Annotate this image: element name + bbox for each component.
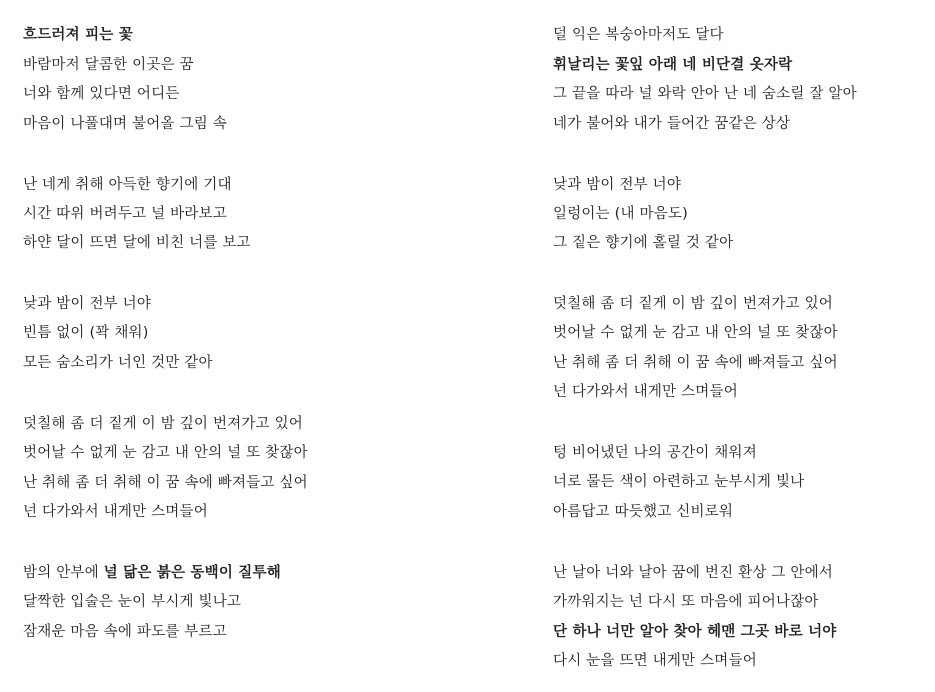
lyric-line [23, 25, 133, 45]
lyric-line [23, 175, 232, 195]
lyric-line [23, 622, 227, 642]
lyric-line [553, 114, 790, 134]
lyric-text: 너로 물든 색이 아련하고 눈부시게 빛나 [553, 474, 805, 490]
lyric-line [23, 592, 241, 612]
lyric-text: 바람마저 달콤한 이곳은 꿈 [23, 57, 194, 73]
lyric-line [553, 25, 724, 45]
lyric-line [23, 55, 194, 75]
lyric-text-bold: 널 닮은 붉은 동백이 질투해 [103, 565, 281, 581]
lyric-text: 일렁이는 (내 마음도) [553, 206, 688, 222]
lyric-text: 벗어날 수 없게 눈 감고 내 안의 널 또 찾잖아 [23, 445, 308, 461]
lyric-text: 넌 다가와서 내게만 스며들어 [553, 384, 738, 400]
lyric-line [23, 353, 213, 373]
lyric-line [553, 651, 757, 671]
lyric-text: 넌 다가와서 내게만 스며들어 [23, 504, 208, 520]
lyric-text: 덧칠해 좀 더 짙게 이 밤 깊이 번져가고 있어 [553, 296, 833, 312]
lyric-line [23, 563, 281, 583]
lyric-line [553, 204, 688, 224]
lyric-text: 밤의 안부에 [23, 565, 104, 581]
lyric-text: 낮과 밤이 전부 너야 [553, 177, 682, 193]
lyric-text-bold: 휘날리는 꽃잎 아래 네 비단결 옷자락 [553, 57, 793, 73]
lyric-text: 벗어날 수 없게 눈 감고 내 안의 널 또 찾잖아 [553, 325, 838, 341]
lyric-line [553, 563, 833, 583]
lyric-line [553, 84, 857, 104]
lyric-line [23, 233, 251, 253]
lyric-text: 시간 따위 버려두고 널 바라보고 [23, 206, 227, 222]
lyric-text: 덜 익은 복숭아마저도 달다 [553, 27, 724, 43]
lyric-line [23, 114, 227, 134]
lyric-text: 난 취해 좀 더 취해 이 꿈 속에 빠져들고 싶어 [553, 355, 838, 371]
lyric-text: 마음이 나풀대며 불어올 그림 속 [23, 116, 227, 132]
lyric-text: 난 날아 너와 날아 꿈에 번진 환상 그 안에서 [553, 565, 833, 581]
lyric-line [553, 472, 804, 492]
lyric-text: 잠재운 마음 속에 파도를 부르고 [23, 624, 227, 640]
lyric-text: 그 짙은 향기에 홀릴 것 같아 [553, 235, 734, 251]
lyric-text-bold: 흐드러져 피는 꽃 [23, 27, 133, 43]
lyric-line [553, 323, 838, 343]
lyric-line [23, 414, 303, 434]
lyric-text: 네가 불어와 내가 들어간 꿈같은 상상 [553, 116, 791, 132]
lyric-text: 달짝한 입술은 눈이 부시게 빛나고 [23, 594, 242, 610]
lyric-text: 모든 숨소리가 너인 것만 같아 [23, 355, 213, 371]
lyric-line [553, 175, 681, 195]
lyric-text: 그 끝을 따라 널 와락 안아 난 네 숨소릴 잘 알아 [553, 86, 857, 102]
lyric-line [23, 294, 151, 314]
lyric-line [23, 323, 149, 343]
lyric-text: 낮과 밤이 전부 너야 [23, 296, 152, 312]
lyric-text: 텅 비어냈던 나의 공간이 채워져 [553, 445, 757, 461]
lyric-text: 빈틈 없이 (꽉 채워) [23, 325, 149, 341]
lyric-line [553, 55, 792, 75]
lyric-text: 덧칠해 좀 더 짙게 이 밤 깊이 번져가고 있어 [23, 416, 303, 432]
lyric-text: 아름답고 따듯했고 신비로워 [553, 504, 734, 520]
lyric-line [23, 502, 208, 522]
lyric-line [23, 443, 308, 463]
lyric-line [553, 502, 733, 522]
lyric-line [553, 294, 833, 314]
lyric-text-bold: 단 하나 너만 알아 찾아 헤맨 그곳 바로 너야 [553, 624, 837, 640]
lyric-text: 난 취해 좀 더 취해 이 꿈 속에 빠져들고 싶어 [23, 475, 308, 491]
lyric-text: 너와 함께 있다면 어디든 [23, 86, 180, 102]
lyric-text: 가까워지는 넌 다시 또 마음에 피어나잖아 [553, 594, 819, 610]
lyric-line [23, 84, 180, 104]
lyric-text: 난 네게 취해 아득한 향기에 기대 [23, 177, 232, 193]
lyric-line [553, 382, 738, 402]
lyric-line [553, 443, 757, 463]
lyric-line [553, 592, 819, 612]
lyric-text: 다시 눈을 뜨면 내게만 스며들어 [553, 653, 757, 669]
lyric-line [553, 233, 733, 253]
lyric-line [553, 622, 837, 642]
lyric-line [23, 204, 227, 224]
lyric-text: 하얀 달이 뜨면 달에 비친 너를 보고 [23, 235, 251, 251]
lyric-line [23, 473, 308, 493]
lyric-line [553, 353, 838, 373]
